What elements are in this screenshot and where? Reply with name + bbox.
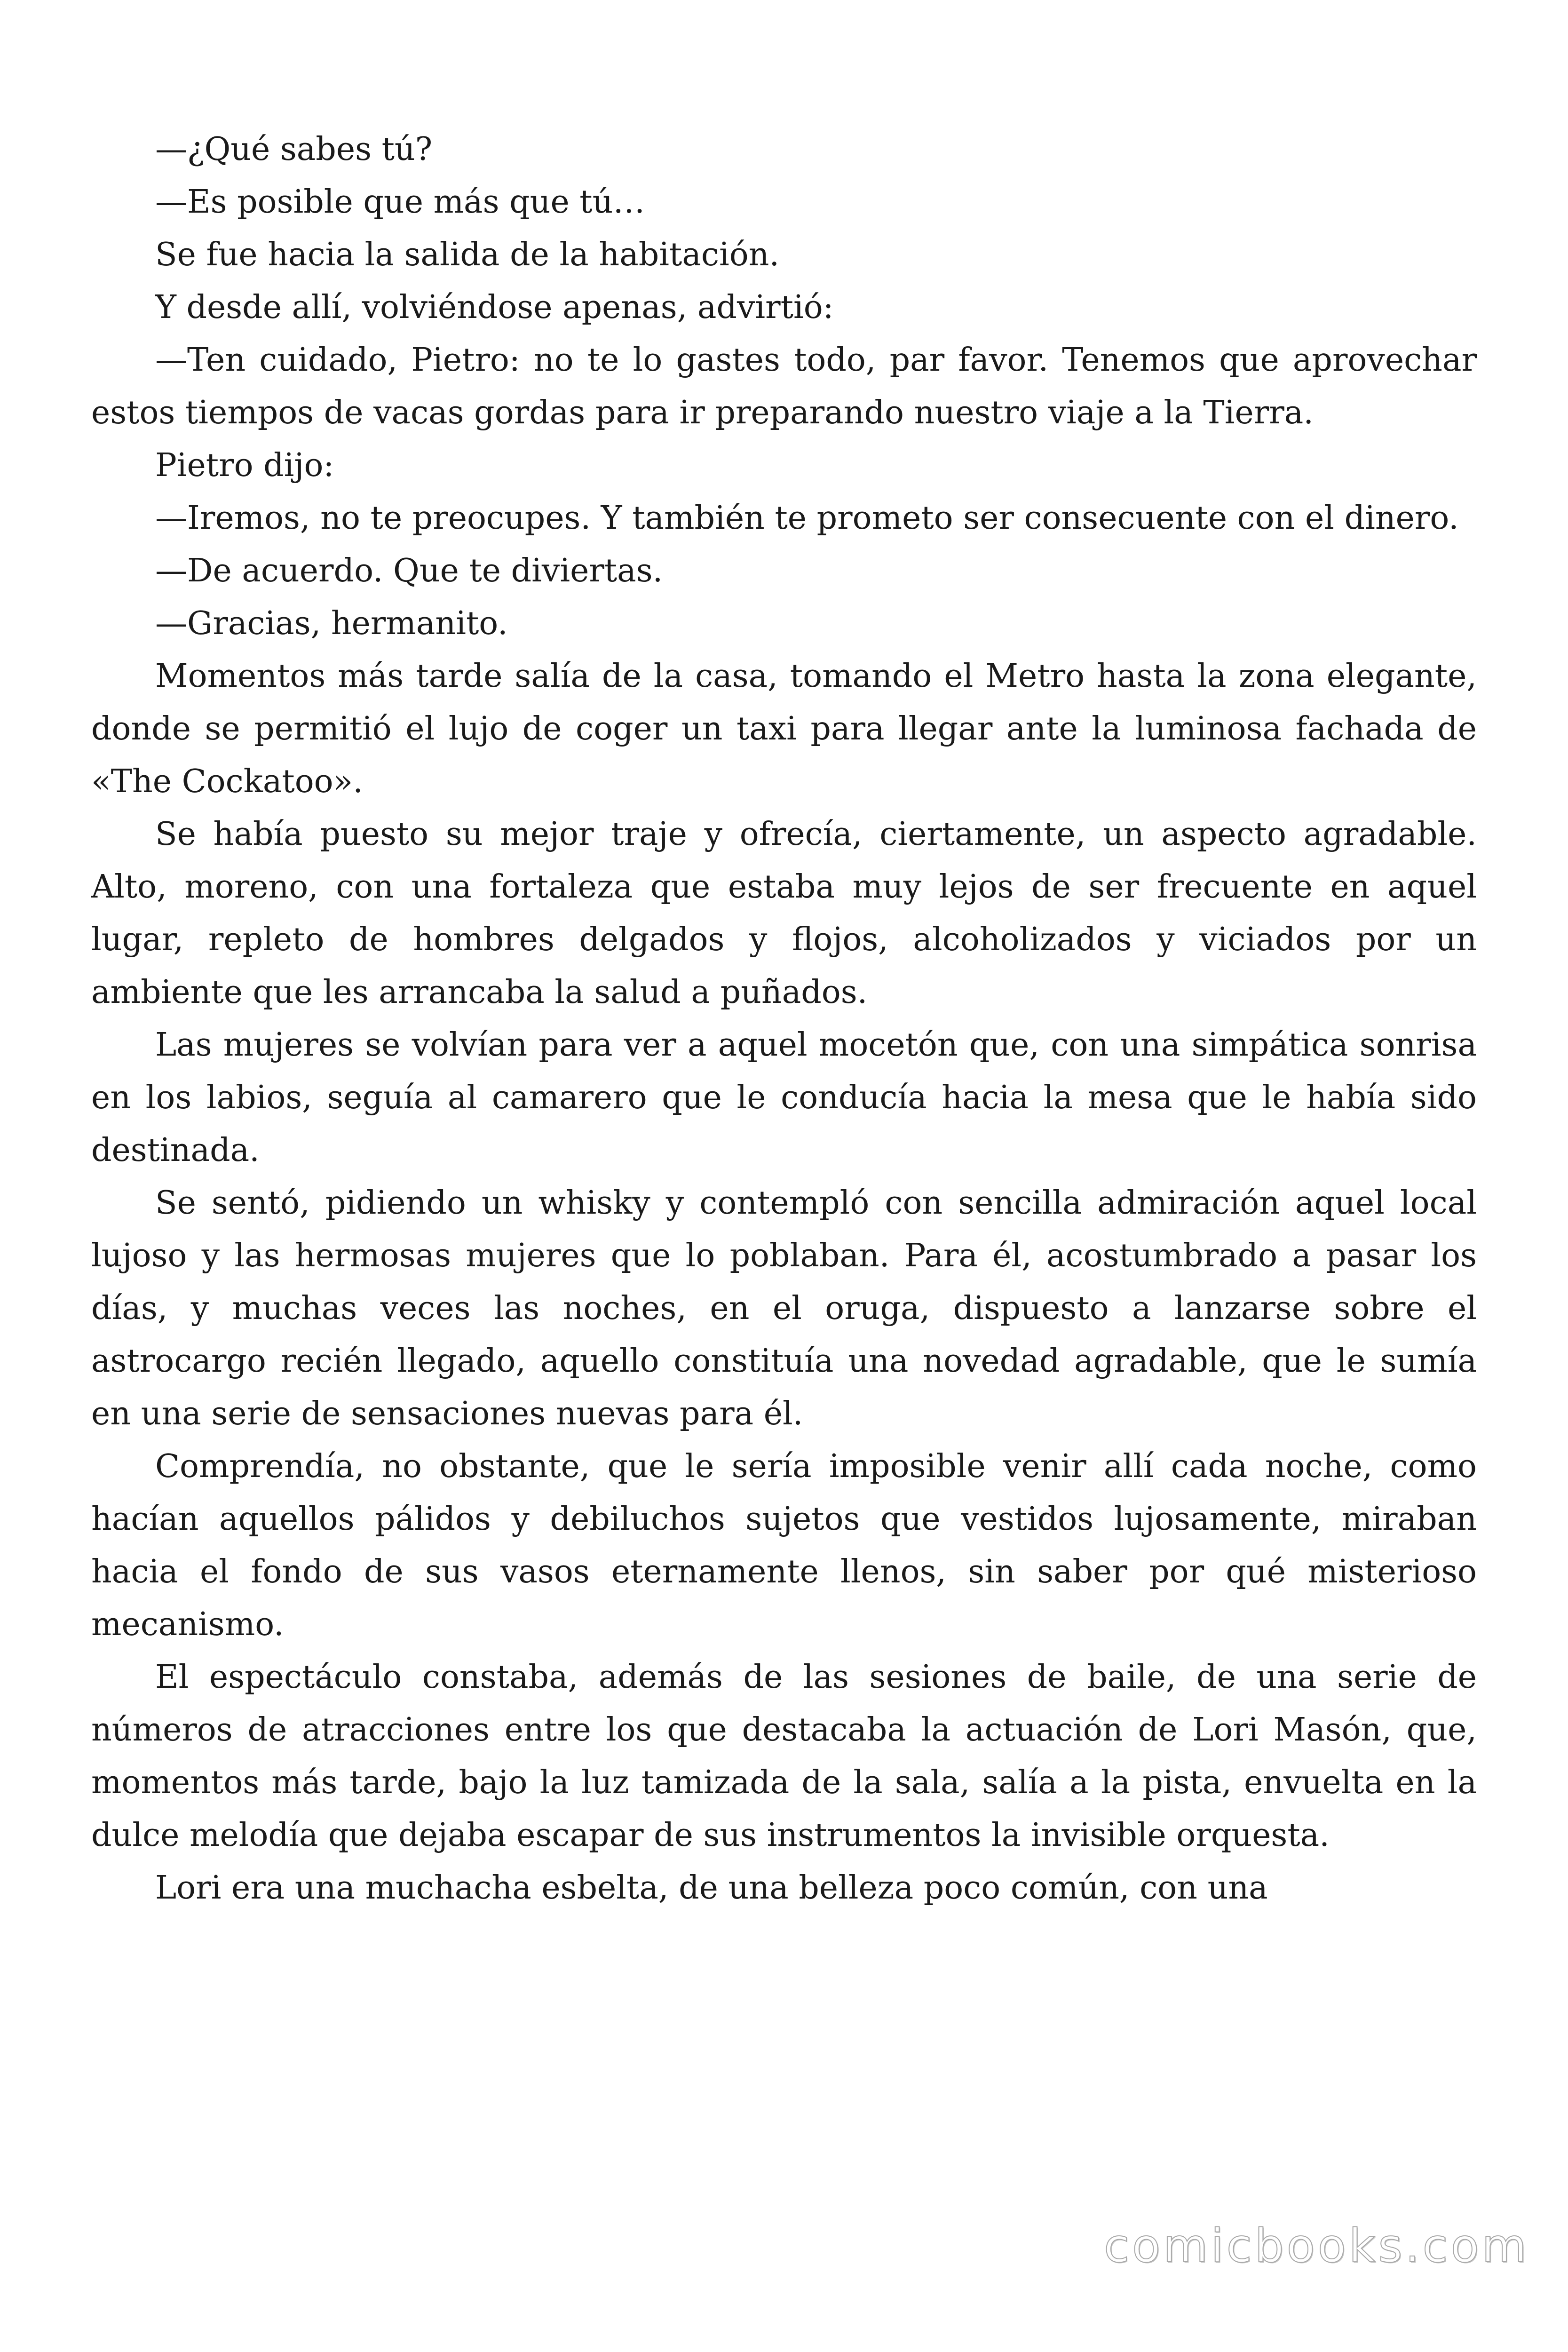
paragraph-6: Pietro dijo: — [155, 447, 334, 484]
paragraph-8: —De acuerdo. Que te diviertas. — [155, 552, 663, 589]
paragraph-1: —¿Qué sabes tú? — [155, 131, 433, 168]
paragraph-12: Las mujeres se volvían para ver a aquel mocetón que, con una simpática sonrisa en los labios, seguía al camarero que le conducía hacia la mesa que le había sido destinada. — [91, 1026, 1477, 1169]
paragraph-5: —Ten cuidado, Pietro: no te lo gastes todo, par favor. Tenemos que aprovechar estos tiempos de vacas gordas para ir preparando nuestro viaje a la Tierra. — [91, 342, 1477, 431]
paragraph-15: El espectáculo constaba, además de las sesiones de baile, de una serie de números de atracciones entre los que destacaba la actuación de Lori Masón, que, momentos más tarde, bajo la luz tamizada de la sala, salía a la pista, envuelta en la dulce melodía que dejaba escapar de sus instrumentos la invisible orquesta. — [91, 1659, 1477, 1854]
paragraph-13: Se sentó, pidiendo un whisky y contempló con sencilla admiración aquel local lujoso y las hermosas mujeres que lo poblaban. Para él, acostumbrado a pasar los días, y muchas veces las noches, en el oruga, dispuesto a lanzarse sobre el astrocargo recién llegado, aquello constituía una novedad agradable, que le sumía en una serie de sensaciones nuevas para él. — [91, 1184, 1477, 1432]
paragraph-3: Se fue hacia la salida de la habitación. — [155, 236, 780, 273]
paragraph-9: —Gracias, hermanito. — [155, 605, 508, 642]
paragraph-14: Comprendía, no obstante, que le sería imposible venir allí cada noche, como hacían aquellos pálidos y debiluchos sujetos que vestidos lujosamente, miraban hacia el fondo de sus vasos eternamente llenos, sin saber por qué misterioso mecanismo. — [91, 1448, 1477, 1643]
paragraph-16: Lori era una muchacha esbelta, de una belleza poco común, con una — [155, 1869, 1268, 1907]
paragraph-11: Se había puesto su mejor traje y ofrecía, ciertamente, un aspecto agradable. Alto, moreno, con una fortaleza que estaba muy lejos de ser frecuente en aquel lugar, repleto de hombres delgados y flojos, alcoholizados y viciados por un ambiente que les arrancaba la salud a puñados. — [91, 816, 1477, 1011]
page-body — [91, 123, 1477, 1915]
watermark: comicbooks.com — [1104, 2219, 1529, 2273]
paragraph-4: Y desde allí, volviéndose apenas, advirtió: — [155, 289, 834, 326]
paragraph-10: Momentos más tarde salía de la casa, tomando el Metro hasta la zona elegante, donde se permitió el lujo de coger un taxi para llegar ante la luminosa fachada de «The Cockatoo». — [91, 658, 1477, 800]
paragraph-2: —Es posible que más que tú… — [155, 183, 645, 221]
paragraph-7: —Iremos, no te preocupes. Y también te prometo ser consecuente con el dinero. — [155, 500, 1459, 537]
